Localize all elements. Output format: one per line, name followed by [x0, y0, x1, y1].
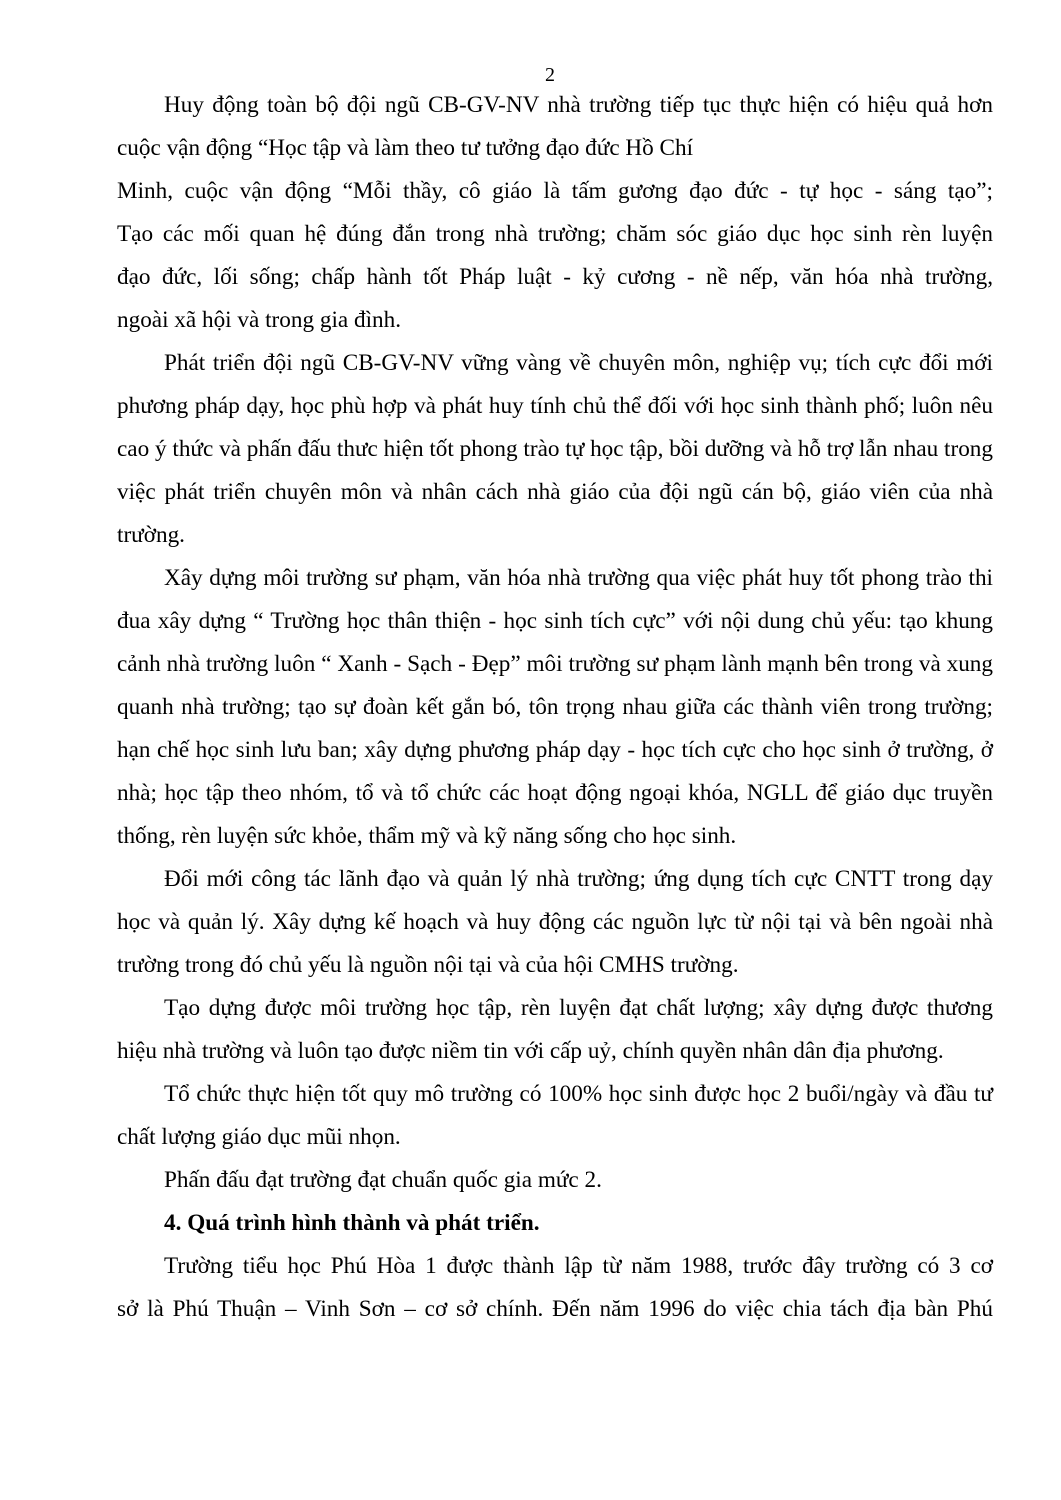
paragraph-learning-environment — [117, 987, 993, 1073]
paragraph-text: Tổ chức thực hiện tốt quy mô trường có 100% học sinh được học 2 buổi/ngày và đầu tư chất lượng giáo dục mũi nhọn. — [117, 1081, 993, 1150]
paragraph-line: ngoài xã hội và trong gia đình. — [117, 307, 401, 333]
paragraph-pedagogical-environment — [117, 557, 993, 858]
paragraph-text: Phát triển đội ngũ CB-GV-NV vững vàng về chuyên môn, nghiệp vụ; tích cực đổi mới phương pháp dạy, học phù hợp và phát huy tính chủ thể đối với học sinh thành phố; luôn nêu cao ý thức và phấn đấu thưc hiện tốt phong trào tự học tập, bồi dưỡng và hỗ trợ lẫn nhau trong việc phát triển chuyên môn và nhân cách nhà giáo của đội ngũ cán bộ, giáo viên của nhà trường. — [117, 350, 993, 548]
paragraph-national-standard — [117, 1159, 993, 1202]
paragraph-text: Tạo dựng được môi trường học tập, rèn luyện đạt chất lượng; xây dựng được thương hiệu nhà trường và luôn tạo được niềm tin với cấp uỷ, chính quyền nhân dân địa phương. — [117, 995, 993, 1064]
paragraph-history — [117, 1245, 993, 1331]
paragraph-two-sessions — [117, 1073, 993, 1159]
paragraph-line: sở là Phú Thuận – Vinh Sơn – cơ sở chính. Đến năm 1996 do việc chia tách địa bàn Phú — [117, 1296, 993, 1322]
paragraph-mobilize-staff-continued — [117, 170, 993, 342]
paragraph-mobilize-staff — [117, 84, 993, 170]
paragraph-text: Huy động toàn bộ đội ngũ CB-GV-NV nhà trường tiếp tục thực hiện có hiệu quả hơn cuộc vận động “Học tập và làm theo tư tưởng đạo đức Hồ Chí — [117, 92, 993, 161]
paragraph-line: Minh, cuộc vận động “Mỗi thầy, cô giáo là tấm gương đạo đức - tự học - sáng tạo”; — [117, 178, 993, 204]
page-number: 2 — [545, 64, 555, 86]
document-body — [117, 84, 993, 1331]
paragraph-line: Trường tiểu học Phú Hòa 1 được thành lập từ năm 1988, trước đây trường có 3 cơ — [164, 1253, 993, 1279]
section-heading: 4. Quá trình hình thành và phát triển. — [164, 1210, 540, 1236]
paragraph-text: Xây dựng môi trường sư phạm, văn hóa nhà trường qua việc phát huy tốt phong trào thi đua xây dựng “ Trường học thân thiện - học sinh tích cực” với nội dung chủ yếu: tạo khung cảnh nhà trường luôn “ Xanh - Sạch - Đẹp” môi trường sư phạm lành mạnh bên trong và xung quanh nhà trường; tạo sự đoàn kết gắn bó, tôn trọng nhau giữa các thành viên trong trường; hạn chế học sinh lưu ban; xây dựng phương pháp dạy - học tích cực cho học sinh ở trường, ở nhà; học tập theo nhóm, tổ và tổ chức các hoạt động ngoại khóa, NGLL để giáo dục truyền thống, rèn luyện sức khỏe, thẩm mỹ và kỹ năng sống cho học sinh. — [117, 565, 993, 849]
paragraph-text: Phấn đấu đạt trường đạt chuẩn quốc gia mức 2. — [164, 1167, 602, 1193]
paragraph-line: Tạo các mối quan hệ đúng đắn trong nhà trường; chăm sóc giáo dục học sinh rèn luyện — [117, 221, 993, 247]
paragraph-leadership-reform — [117, 858, 993, 987]
paragraph-develop-staff — [117, 342, 993, 557]
paragraph-text: Đổi mới công tác lãnh đạo và quản lý nhà trường; ứng dụng tích cực CNTT trong dạy học và quản lý. Xây dựng kế hoạch và huy động các nguồn lực từ nội tại và bên ngoài nhà trường trong đó chủ yếu là nguồn nội tại và của hội CMHS trường. — [117, 866, 993, 978]
paragraph-line: đạo đức, lối sống; chấp hành tốt Pháp luật - kỷ cương - nề nếp, văn hóa nhà trường, — [117, 264, 993, 290]
